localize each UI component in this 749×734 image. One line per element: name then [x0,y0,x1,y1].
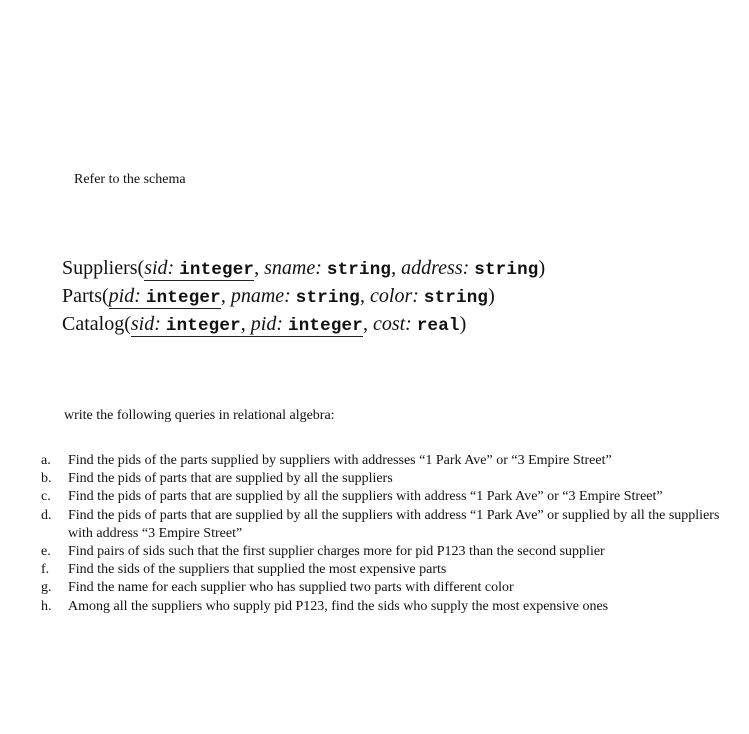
attribute-type: string [326,260,392,280]
list-text: Find the name for each supplier who has supplied two parts with different color [68,580,514,596]
list-item [41,452,721,470]
list-text: Find the pids of parts that are supplied by all the suppliers with address “1 Park Ave” or supplied by all the suppliers with address “3 Empire Street” [68,507,720,541]
schema-catalog: Catalog(sid: integer, pid: integer, cost: real) [62,313,467,336]
attribute-type: string [295,288,361,308]
list-marker: h. [41,598,52,614]
schema-suppliers: Suppliers(sid: integer, sname: string, address: string) [62,257,546,280]
list-text: Find the pids of the parts supplied by suppliers with addresses “1 Park Ave” or “3 Empire Street” [68,453,612,468]
list-marker: c. [41,489,51,505]
list-item [41,579,721,597]
attribute-type: real [416,316,460,336]
list-marker: a. [41,453,51,468]
attribute-type: string [474,260,539,280]
key-attribute: sid: integer [144,257,255,280]
list-item [41,543,721,561]
list-text: Find the sids of the suppliers that supplied the most expensive parts [68,562,447,578]
list-item [41,561,721,579]
schema-parts: Parts(pid: integer, pname: string, color: string) [62,285,495,308]
list-text: Among all the suppliers who supply pid P123, find the sids who supply the most expensive ones [68,598,609,614]
list-marker: g. [41,580,52,596]
relation-name: Suppliers( [62,257,145,279]
instruction-text: write the following queries in relational algebra: [64,408,335,423]
attribute-name: address: [401,257,470,279]
attribute-type: string [423,288,489,308]
attribute-name: pname: [230,285,291,307]
list-item [41,470,721,488]
key-attribute: pid: integer [108,285,221,308]
list-marker: f. [41,562,50,578]
attribute-name: color: [370,285,419,307]
list-text: Find the pids of parts that are supplied by all the suppliers with address “1 Park Ave” or “3 Empire Street” [68,489,663,505]
list-item [41,507,721,543]
intro-text: Refer to the schema [74,172,186,187]
key-attribute: sid: integer, pid: integer [130,313,363,336]
schema-block [62,255,545,339]
relation-name: Parts( [62,285,109,307]
list-marker: e. [41,544,51,560]
list-marker: b. [41,471,52,487]
attribute-name: sname: [264,257,322,279]
query-list [41,452,721,616]
list-text: Find the pids of parts that are supplied by all the suppliers [68,471,393,487]
list-item [41,488,721,506]
relation-name: Catalog( [62,313,131,335]
list-marker: d. [41,507,52,523]
list-item [41,598,721,616]
list-text: Find pairs of sids such that the first supplier charges more for pid P123 than the second supplier [68,544,605,560]
attribute-name: cost: [372,313,412,335]
